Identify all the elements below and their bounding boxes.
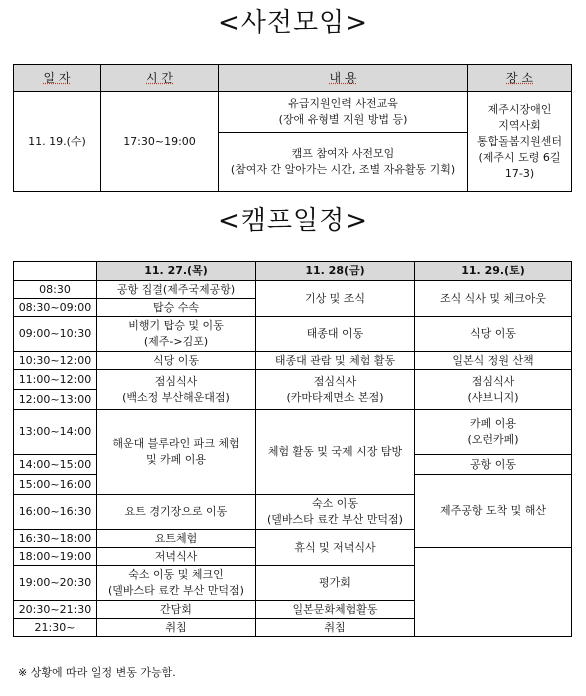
time-cell: 10:30~12:00 bbox=[14, 352, 97, 370]
header-place: 장 소 bbox=[468, 65, 572, 92]
day3-cell: 조식 식사 및 체크아웃 bbox=[415, 281, 572, 317]
day2-cell: 태종대 이동 bbox=[256, 317, 415, 352]
time-cell: 21:30~ bbox=[14, 619, 97, 637]
day1-cell: 식당 이동 bbox=[97, 352, 256, 370]
table-row bbox=[14, 352, 572, 370]
day3-cell: 공항 이동 bbox=[415, 455, 572, 475]
time-cell: 18:00~19:00 bbox=[14, 548, 97, 566]
time-cell: 15:00~16:00 bbox=[14, 475, 97, 495]
pre-date: 11. 19.(수) bbox=[14, 92, 101, 192]
header-day2: 11. 28(금) bbox=[256, 262, 415, 281]
time-cell: 09:00~10:30 bbox=[14, 317, 97, 352]
day2-cell: 태종대 관람 및 체험 활동 bbox=[256, 352, 415, 370]
day1-cell: 저녁식사 bbox=[97, 548, 256, 566]
time-cell: 11:00~12:00 bbox=[14, 370, 97, 390]
day2-cell: 점심식사 (카마타제면소 본점) bbox=[256, 370, 415, 410]
time-cell: 16:00~16:30 bbox=[14, 495, 97, 530]
time-cell: 14:00~15:00 bbox=[14, 455, 97, 475]
day1-cell: 점심식사 (백소정 부산해운대점) bbox=[97, 370, 256, 410]
table-row bbox=[14, 281, 572, 299]
pre-time: 17:30~19:00 bbox=[101, 92, 219, 192]
day3-cell: 카페 이용 (오런카페) bbox=[415, 410, 572, 455]
table-header-row bbox=[14, 262, 572, 281]
day1-cell: 요트 경기장으로 이동 bbox=[97, 495, 256, 530]
table-row bbox=[14, 92, 572, 133]
day1-cell: 간담회 bbox=[97, 601, 256, 619]
day3-cell: 점심식사 (샤브니지) bbox=[415, 370, 572, 410]
day3-cell: 일본식 정원 산책 bbox=[415, 352, 572, 370]
day1-cell: 탑승 수속 bbox=[97, 299, 256, 317]
header-time-blank bbox=[14, 262, 97, 281]
schedule-note: ※ 상황에 따라 일정 변동 가능함. bbox=[18, 666, 176, 679]
camp-schedule-table bbox=[13, 261, 572, 637]
time-cell: 08:30 bbox=[14, 281, 97, 299]
time-cell: 20:30~21:30 bbox=[14, 601, 97, 619]
header-day3: 11. 29.(토) bbox=[415, 262, 572, 281]
day2-cell: 휴식 및 저녁식사 bbox=[256, 530, 415, 566]
header-date: 일 자 bbox=[14, 65, 101, 92]
table-row bbox=[14, 410, 572, 455]
day1-cell: 요트체험 bbox=[97, 530, 256, 548]
header-content: 내 용 bbox=[219, 65, 468, 92]
table-row bbox=[14, 370, 572, 390]
day2-cell: 취침 bbox=[256, 619, 415, 637]
day2-cell: 체험 활동 및 국제 시장 탐방 bbox=[256, 410, 415, 495]
table-header-row bbox=[14, 65, 572, 92]
day1-cell: 비행기 탑승 및 이동 (제주->김포) bbox=[97, 317, 256, 352]
time-cell: 12:00~13:00 bbox=[14, 390, 97, 410]
day2-cell: 기상 및 조식 bbox=[256, 281, 415, 317]
day3-cell: 제주공항 도착 및 해산 bbox=[415, 475, 572, 548]
day2-cell: 숙소 이동 (델바스타 료칸 부산 만덕점) bbox=[256, 495, 415, 530]
table-row bbox=[14, 317, 572, 352]
pre-content-2: 캠프 참여자 사전모임 (참여자 간 알아가는 시간, 조별 자유활동 기획) bbox=[219, 133, 468, 192]
time-cell: 19:00~20:30 bbox=[14, 566, 97, 601]
day3-cell: 식당 이동 bbox=[415, 317, 572, 352]
time-cell: 13:00~14:00 bbox=[14, 410, 97, 455]
day1-cell: 공항 집결(제주국제공항) bbox=[97, 281, 256, 299]
pre-content-1: 유급지원인력 사전교육 (장애 유형별 지원 방법 등) bbox=[219, 92, 468, 133]
camp-schedule-heading: <캠프일정> bbox=[217, 206, 369, 236]
header-day1: 11. 27.(목) bbox=[97, 262, 256, 281]
time-cell: 16:30~18:00 bbox=[14, 530, 97, 548]
day2-cell: 일본문화체험활동 bbox=[256, 601, 415, 619]
day3-empty-cell bbox=[415, 548, 572, 637]
day1-cell: 취침 bbox=[97, 619, 256, 637]
day1-cell: 해운대 블루라인 파크 체험 및 카페 이용 bbox=[97, 410, 256, 495]
day1-cell: 숙소 이동 및 체크인 (델바스타 료칸 부산 만덕점) bbox=[97, 566, 256, 601]
day2-cell: 평가회 bbox=[256, 566, 415, 601]
pre-meeting-heading: <사전모임> bbox=[217, 8, 369, 38]
pre-meeting-table bbox=[13, 64, 572, 192]
header-time: 시 간 bbox=[101, 65, 219, 92]
time-cell: 08:30~09:00 bbox=[14, 299, 97, 317]
pre-place: 제주시장애인 지역사회 통합돌봄지원센터 (제주시 도령 6길 17-3) bbox=[468, 92, 572, 192]
